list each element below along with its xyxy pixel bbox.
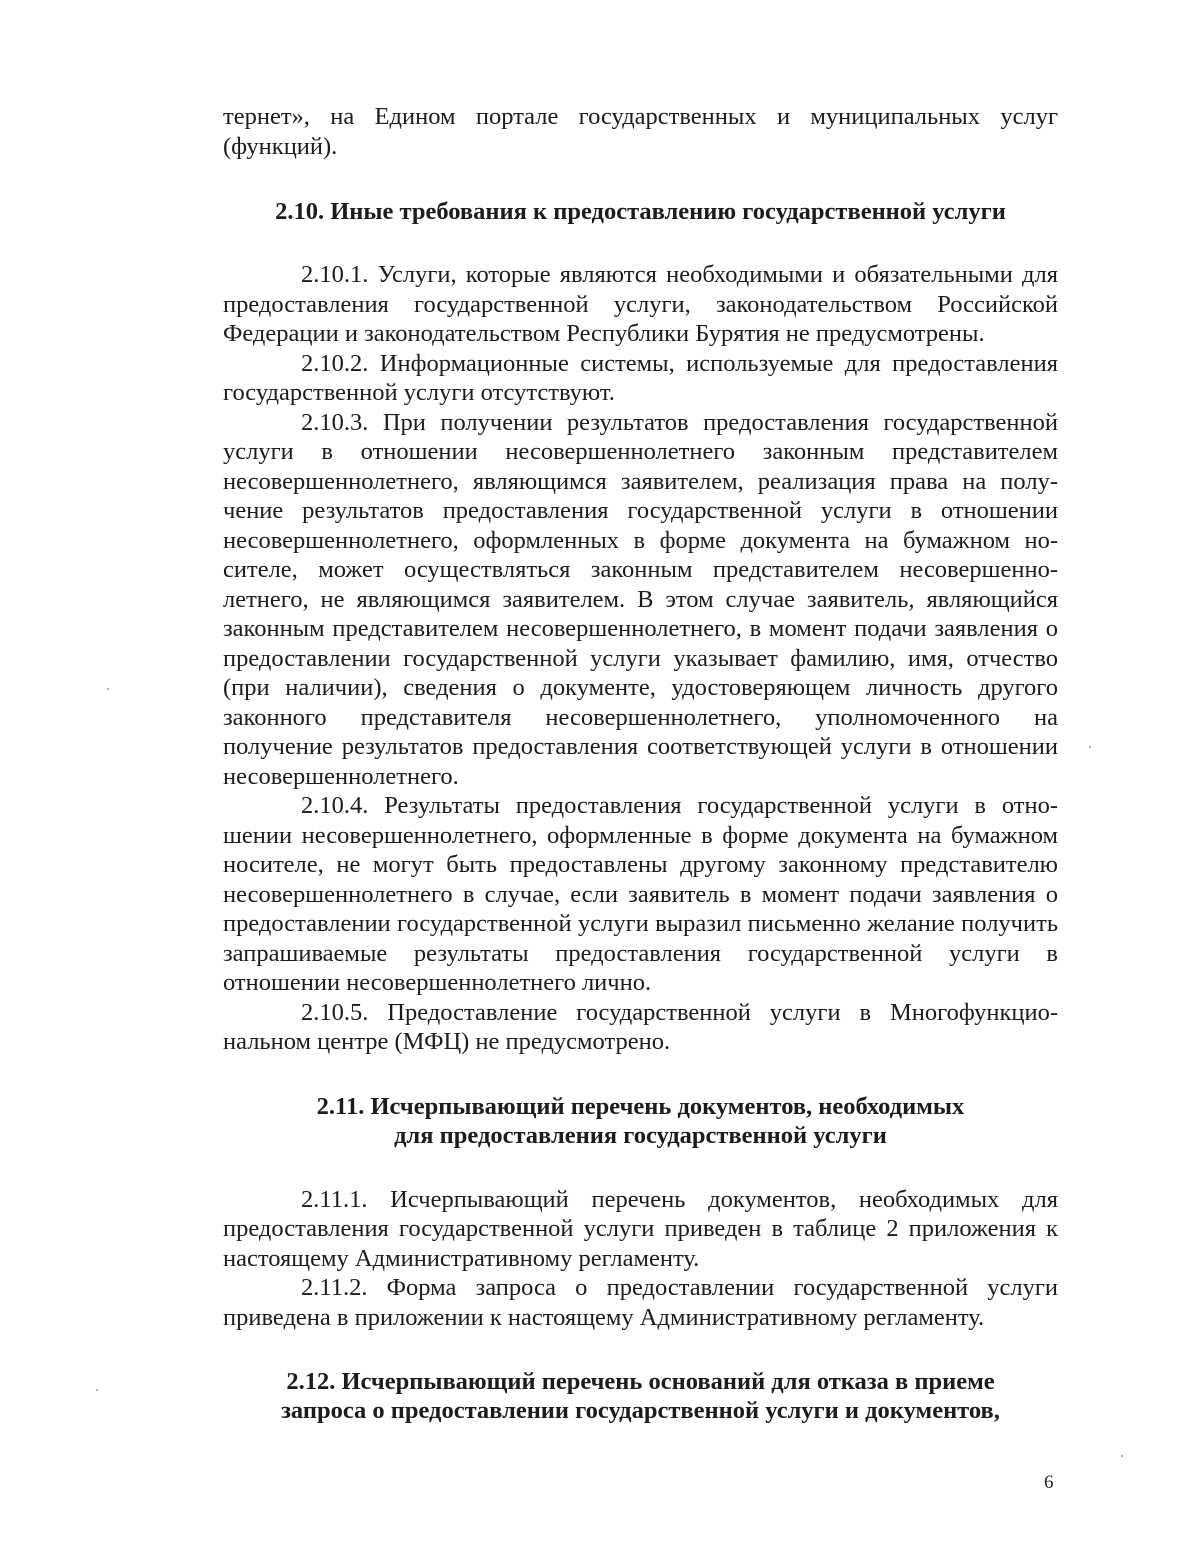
- paragraph-2-10-1: 2.10.1. Услуги, которые являются необходимыми и обязательными для предоставления государственной услуги, законодательством Российской Федерации и законодательством Республики Бурятия не предусмотрены.: [223, 261, 1058, 347]
- paragraph-2-11-2: 2.11.2. Форма запроса о предоставлении государственной услуги приведена в приложении к настоящему Административному регламенту.: [223, 1274, 1058, 1331]
- scan-speck: [96, 1389, 98, 1391]
- section-heading-2-11-line1: 2.11. Исчерпывающий перечень документов, необходимых: [316, 1092, 965, 1120]
- paragraph-2-10-2: 2.10.2. Информационные системы, используемые для предоставления государственной услуги отсутствуют.: [223, 349, 1058, 406]
- section-heading-2-12-line1: 2.12. Исчерпывающий перечень оснований для отказа в приеме: [286, 1368, 995, 1395]
- paragraph-2-10-5: 2.10.5. Предоставление государственной услуги в Многофункциональном центре (МФЦ) не предусмотрено.: [223, 998, 1058, 1055]
- document-page: [223, 102, 1058, 1425]
- section-heading-2-12: [223, 1367, 1058, 1425]
- scan-speck: [107, 688, 109, 690]
- paragraph-2-10-4: 2.10.4. Результаты предоставления государственной услуги в отношении несовершеннолетнего, оформленные в форме документа на бумажном носителе, не могут быть предоставлены другому законному представителю несовершеннолетнего в случае, если заявитель в момент подачи заявления о предоставлении государственной услуги выразил письменно желание получить запрашиваемые результаты предоставления государственной услуги в отношении несовершеннолетнего лично.: [223, 792, 1058, 996]
- scan-speck: [1089, 746, 1091, 748]
- scan-speck: [1121, 1455, 1123, 1457]
- section-heading-2-11: [223, 1092, 1058, 1150]
- section-heading-2-10: 2.10. Иные требования к предоставлению государственной услуги: [275, 198, 1006, 225]
- paragraph-2-10-3: 2.10.3. При получении результатов предоставления государственной услуги в отношении несовершеннолетнего законным представителем несовершеннолетнего, являющимся заявителем, реализация права на получение результатов предоставления государственной услуги в отношении несовершеннолетнего, оформленных в форме документа на бумажном носителе, может осуществляться законным представителем несовершеннолетнего, не являющимся заявителем. В этом случае заявитель, являющийся законным представителем несовершеннолетнего, в момент подачи заявления о предоставлении государственной услуги указывает фамилию, имя, отчество (при наличии), сведения о документе, удостоверяющем личность другого законного представителя несовершеннолетнего, уполномоченного на получение результатов предоставления соответствующей услуги в отношении несовершеннолетнего.: [223, 408, 1058, 790]
- section-heading-2-11-line2: для предоставления государственной услуги: [394, 1121, 887, 1149]
- paragraph-2-11-1: 2.11.1. Исчерпывающий перечень документов, необходимых для предоставления государственной услуги приведен в таблице 2 приложения к настоящему Административному регламенту.: [223, 1185, 1058, 1272]
- section-heading-2-12-line2: запроса о предоставлении государственной услуги и документов,: [281, 1397, 1000, 1424]
- intro-paragraph: тернет», на Едином портале государственных и муниципальных услуг (функций).: [223, 103, 1058, 160]
- page-number: 6: [1044, 1472, 1054, 1493]
